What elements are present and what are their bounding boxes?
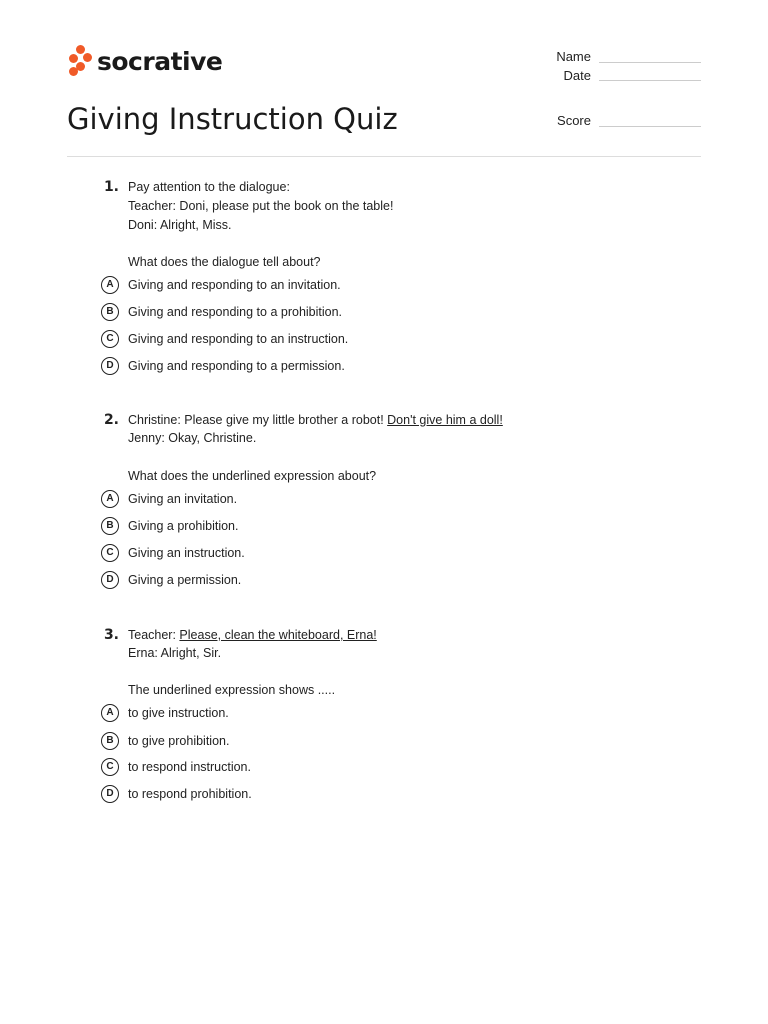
- option-text: Giving and responding to a prohibition.: [128, 305, 343, 319]
- page-title: Giving Instruction Quiz: [67, 102, 398, 136]
- brand-name: socrative: [97, 47, 223, 76]
- score-label: Score: [557, 113, 591, 128]
- option-circle[interactable]: B: [101, 517, 119, 535]
- option-circle[interactable]: A: [101, 276, 119, 294]
- option-text: to give instruction.: [128, 706, 229, 720]
- option-circle[interactable]: D: [101, 357, 119, 375]
- option-text: to give prohibition.: [128, 734, 230, 748]
- option-circle[interactable]: C: [101, 758, 119, 776]
- question-text-plain: Christine: Please give my little brother a robot!: [128, 413, 388, 427]
- date-label: Date: [563, 68, 591, 83]
- question-prompt: What does the underlined expression about?: [128, 469, 377, 483]
- score-field[interactable]: [599, 125, 701, 127]
- option-circle[interactable]: B: [101, 303, 119, 321]
- divider: [67, 156, 701, 157]
- option-circle[interactable]: C: [101, 330, 119, 348]
- question-text: Doni: Alright, Miss.: [128, 218, 232, 232]
- date-field[interactable]: [599, 79, 701, 81]
- option-circle[interactable]: C: [101, 544, 119, 562]
- option-circle[interactable]: B: [101, 732, 119, 750]
- option-text: Giving a prohibition.: [128, 519, 239, 533]
- question-text: [128, 628, 377, 642]
- option-text: Giving and responding to an invitation.: [128, 278, 341, 292]
- option-circle[interactable]: A: [101, 490, 119, 508]
- question-text-plain: Teacher:: [128, 628, 180, 642]
- question-text: Erna: Alright, Sir.: [128, 646, 222, 660]
- option-text: Giving and responding to a permission.: [128, 359, 345, 373]
- underlined-expression: Don't give him a doll!: [387, 413, 503, 427]
- question-prompt: What does the dialogue tell about?: [128, 255, 321, 269]
- question-prompt: The underlined expression shows .....: [128, 683, 336, 697]
- option-circle[interactable]: D: [101, 785, 119, 803]
- option-text: Giving a permission.: [128, 573, 242, 587]
- question-number: 3.: [103, 627, 119, 643]
- option-text: Giving an invitation.: [128, 492, 238, 506]
- option-text: Giving and responding to an instruction.: [128, 332, 349, 346]
- option-text: Giving an instruction.: [128, 546, 245, 560]
- question-text: Teacher: Doni, please put the book on the table!: [128, 199, 394, 213]
- question-text: [128, 413, 503, 427]
- underlined-expression: Please, clean the whiteboard, Erna!: [179, 628, 377, 642]
- option-text: to respond prohibition.: [128, 787, 252, 801]
- socrative-logo: [67, 45, 223, 79]
- question-text: Jenny: Okay, Christine.: [128, 431, 257, 445]
- option-circle[interactable]: A: [101, 704, 119, 722]
- question-number: 2.: [103, 412, 119, 428]
- question-text: Pay attention to the dialogue:: [128, 180, 290, 194]
- name-label: Name: [556, 49, 591, 64]
- option-text: to respond instruction.: [128, 760, 251, 774]
- option-circle[interactable]: D: [101, 571, 119, 589]
- name-field[interactable]: [599, 61, 701, 63]
- question-number: 1.: [103, 179, 119, 195]
